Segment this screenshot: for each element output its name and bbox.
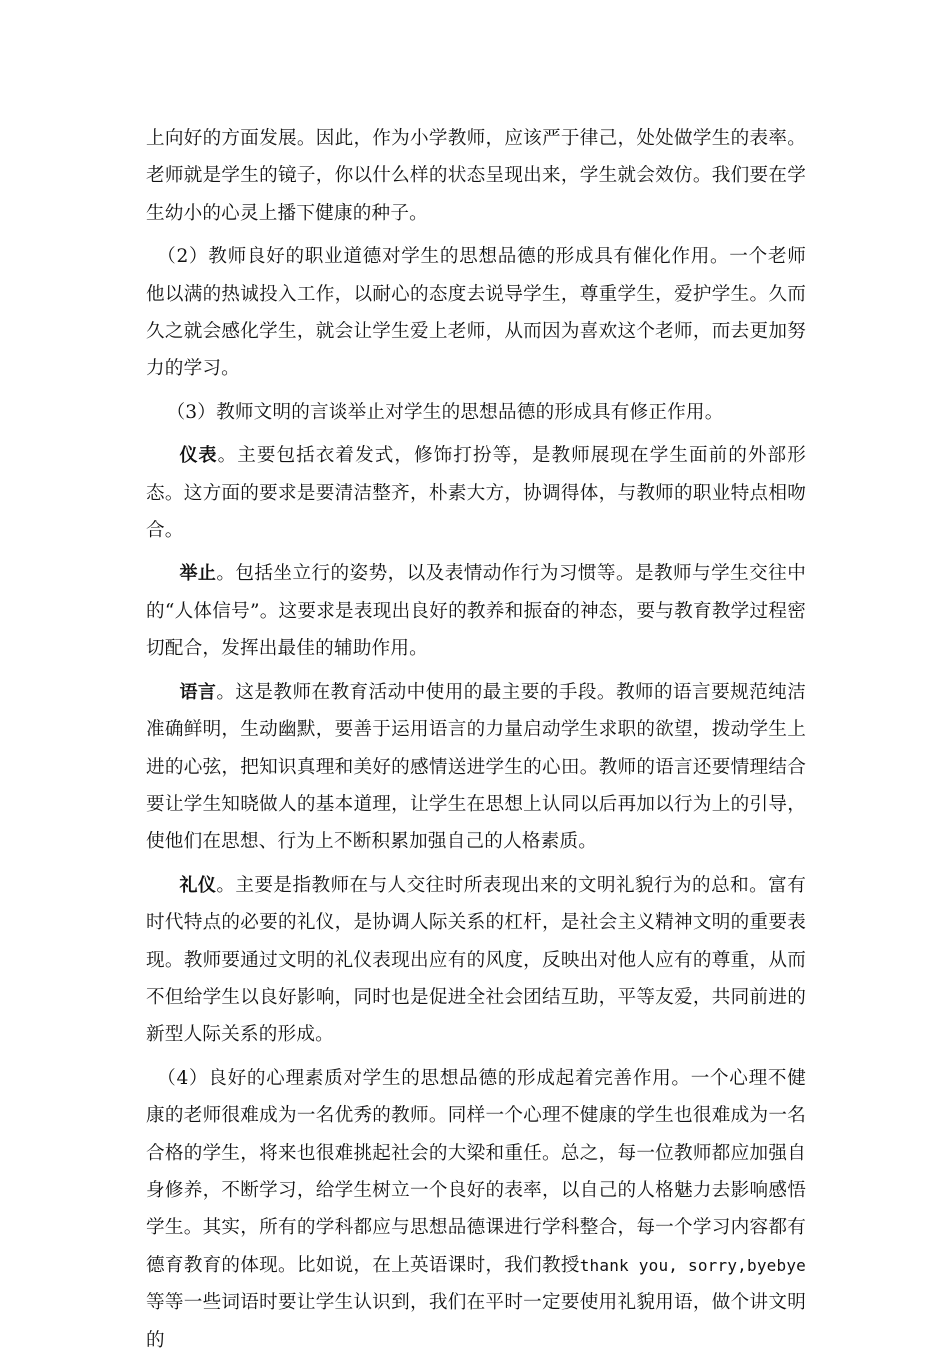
term-language: 语言 — [179, 681, 217, 703]
english-phrases: thank you, sorry,byebye — [579, 1255, 806, 1275]
paragraph-point-4 — [146, 1060, 806, 1359]
appearance-text: 。主要包括衣着发式，修饰打扮等，是教师展现在学生面前的外部形态。这方面的要求是要清洁整齐，朴素大方，协调得体，与教师的职业特点相吻合。 — [146, 445, 806, 542]
demeanor-text: 。包括坐立行的姿势，以及表情动作行为习惯等。是教师与学生交往中的“人体信号”。这要求是表现出良好的教养和振奋的神态，要与教育教学过程密切配合，发挥出最佳的辅助作用。 — [146, 563, 806, 660]
paragraph-demeanor — [146, 555, 806, 667]
paragraph-intro: 上向好的方面发展。因此，作为小学教师，应该严于律己，处处做学生的表率。老师就是学生的镜子，你以什么样的状态呈现出来，学生就会效仿。我们要在学生幼小的心灵上播下健康的种子。 — [146, 128, 806, 224]
paragraph-etiquette — [146, 867, 806, 1054]
paragraph-appearance — [146, 437, 806, 549]
document-page — [146, 120, 806, 1365]
point-4-text-a: （4）良好的心理素质对学生的思想品德的形成起着完善作用。一个心理不健康的老师很难成为一名优秀的教师。同样一个心理不健康的学生也很难成为一名合格的学生，将来也很难挑起社会的大梁和重任。总之，每一位教师都应加强自身修养，不断学习，给学生树立一个良好的表率，以自己的人格魅力去影响感悟学生。其实，所有的学科都应与思想品德课进行学科整合，每一个学习内容都有德育教育的体现。比如说，在上英语课时，我们教授 — [146, 1067, 806, 1276]
paragraph-point-2: （2）教师良好的职业道德对学生的思想品德的形成具有催化作用。一个老师他以满的热诚投入工作，以耐心的态度去说导学生，尊重学生，爱护学生。久而久之就会感化学生，就会让学生爱上老师，从而因为喜欢这个老师，而去更加努力的学习。 — [146, 246, 806, 380]
term-demeanor: 举止 — [179, 563, 217, 585]
point-4-text-b: 等等一些词语时要让学生认识到，我们在平时一定要使用礼貌用语，做个讲文明的 — [146, 1292, 806, 1351]
language-text: 。这是教师在教育活动中使用的最主要的手段。教师的语言要规范纯洁准确鲜明，生动幽默，要善于运用语言的力量启动学生求职的欲望，拨动学生上进的心弦，把知识真理和美好的感情送进学生的心田。教师的语言还要情理结合要让学生知晓做人的基本道理，让学生在思想上认同以后再加以行为上的引导，使他们在思想、行为上不断积累加强自己的人格素质。 — [146, 681, 806, 853]
etiquette-text: 。主要是指教师在与人交往时所表现出来的文明礼貌行为的总和。富有时代特点的必要的礼仪，是协调人际关系的杠杆，是社会主义精神文明的重要表现。教师要通过文明的礼仪表现出应有的风度，反映出对他人应有的尊重，从而不但给学生以良好影响，同时也是促进全社会团结互助，平等友爱，共同前进的新型人际关系的形成。 — [146, 874, 806, 1046]
term-appearance: 仪表 — [179, 445, 218, 467]
paragraph-language — [146, 674, 806, 861]
term-etiquette: 礼仪 — [179, 874, 217, 896]
paragraph-point-3: （3）教师文明的言谈举止对学生的思想品德的形成具有修正作用。 — [166, 401, 724, 423]
